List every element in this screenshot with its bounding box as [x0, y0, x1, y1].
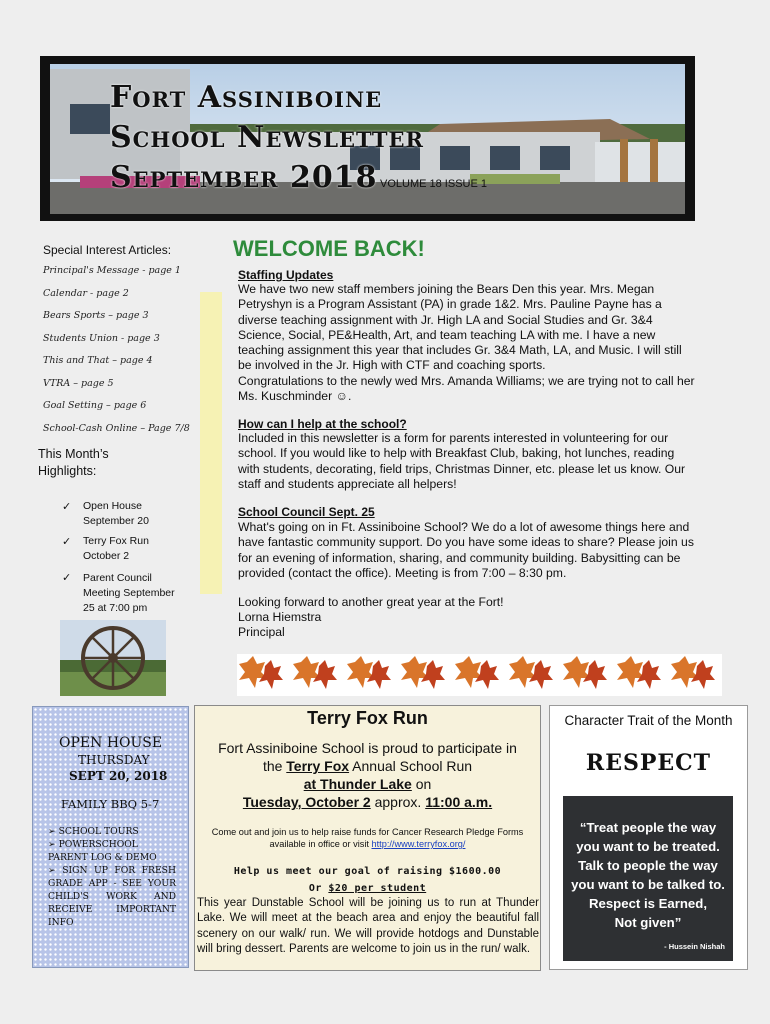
checkmark-icon: ✓: [62, 501, 72, 513]
autumn-leaves-border: [237, 654, 722, 696]
character-heading: Character Trait of the Month: [564, 713, 733, 728]
council-text: What's going on in Ft. Assiniboine School? We do a lot of awesome things here and have fantastic community support. Do you have some ideas to share? Please join us for an evening of information, sharing, and community building. Babysitting can be provided (contact the office). Meeting is from 7:00 – 8:30 pm.: [238, 520, 694, 580]
arrow-bullet-icon: ➢: [48, 839, 59, 850]
respect-quote-image: [563, 796, 733, 961]
council-heading: School Council Sept. 25: [238, 505, 375, 519]
quote-line: “Treat people the way: [579, 820, 717, 835]
principal-name: Lorna Hiemstra: [238, 610, 322, 624]
highlights-heading: This Month’s Highlights:: [38, 447, 109, 478]
list-item: ➢ SIGN UP FOR FRESH GRADE APP - SEE YOUR CHILD'S WORK AND RECEIVE IMPORTANT INFO: [48, 865, 176, 928]
help-heading: How can I help at the school?: [238, 417, 407, 431]
terry-fox-intro: Fort Assiniboine School is proud to participate in: [218, 740, 517, 756]
welcome-heading: WELCOME BACK!: [233, 236, 425, 261]
staffing-heading: Staffing Updates: [238, 268, 334, 282]
article-link[interactable]: School-Cash Online – Page 7/8: [43, 423, 190, 434]
open-house-bbq: FAMILY BBQ 5-7: [61, 797, 160, 811]
newsletter-title-line-3: September 2018: [110, 160, 378, 195]
article-link[interactable]: Students Union - page 3: [43, 333, 160, 344]
quote-line: you want to be treated.: [576, 839, 720, 854]
goal-line: Help us meet our goal of raising $1600.00: [233, 866, 502, 877]
open-house-box: [32, 706, 189, 968]
open-house-title: OPEN HOUSE: [59, 735, 163, 751]
goal-per-student: Or $20 per student: [308, 883, 427, 894]
list-item: ➢ SCHOOL TOURS: [48, 826, 139, 837]
highlight-item: Open House September 20: [83, 500, 149, 527]
open-house-list: [48, 825, 176, 929]
newsletter-title-line-2: School Newsletter: [110, 120, 424, 155]
terry-fox-location: at Thunder Lake on: [303, 776, 432, 792]
quote-line: Not given”: [614, 915, 682, 930]
congrats-text: Congratulations to the newly wed Mrs. Amanda Williams; we are trying not to call her Ms. Kuschminder ☺.: [238, 374, 695, 404]
decorative-bar: [200, 292, 222, 594]
article-link[interactable]: This and That – page 4: [43, 355, 153, 366]
quote-line: Respect is Earned,: [588, 896, 707, 911]
terry-fox-name: Terry Fox: [286, 758, 350, 774]
highlight-item: Parent Council Meeting September 25 at 7:00 pm: [83, 572, 175, 614]
quote-line: Talk to people the way: [578, 858, 718, 873]
run-details: This year Dunstable School will be joining us to run at Thunder Lake. We will meet at the beach area and enjoy the beautiful fall scenery on our walk/ run. We will provide hotdogs and Dunstable will bring dessert. Parents are welcome to join us in the run/ walk.: [197, 897, 539, 955]
terry-fox-box: [194, 705, 541, 971]
terry-fox-date: Tuesday, October 2 approx. 11:00 a.m.: [242, 794, 493, 810]
arrow-bullet-icon: ➢: [48, 865, 63, 876]
terry-fox-website-link[interactable]: http://www.terryfox.org/: [371, 839, 466, 849]
volume-issue: VOLUME 18 ISSUE 1: [380, 178, 487, 190]
closing-line: Looking forward to another great year at the Fort!: [238, 595, 504, 609]
checkmark-icon: ✓: [62, 536, 72, 548]
wagon-wheel-photo: [60, 620, 166, 696]
quote-author: - Hussein Nishah: [664, 942, 725, 951]
article-link[interactable]: Goal Setting – page 6: [43, 400, 147, 411]
article-link[interactable]: Principal's Message - page 1: [43, 265, 181, 276]
open-house-day: THURSDAY: [78, 753, 150, 767]
arrow-bullet-icon: ➢: [48, 826, 59, 837]
article-link[interactable]: Bears Sports – page 3: [43, 310, 149, 321]
highlight-item: Terry Fox Run October 2: [83, 535, 149, 562]
newsletter-title-line-1: Fort Assiniboine: [110, 80, 383, 115]
principal-title: Principal: [238, 625, 285, 639]
list-item: ➢ POWERSCHOOL PARENT LOG & DEMO: [48, 839, 157, 863]
trait-name: RESPECT: [585, 750, 712, 776]
terry-fox-title: Terry Fox Run: [307, 708, 428, 728]
help-text: Included in this newsletter is a form for parents interested in volunteering for our school. If you would like to help with Breakfast Club, baking, hot lunches, reading with students, decorating, field trips, Christmas Dinner, etc. please let us know. Our staff and students appreciate all helpers!: [238, 431, 686, 491]
fundraise-link-line: available in office or visit http://www.terryfox.org/: [269, 839, 466, 849]
fundraise-line: Come out and join us to help raise funds for Cancer Research Pledge Forms: [211, 827, 524, 837]
staffing-text: We have two new staff members joining the Bears Den this year. Mrs. Megan Petryshyn is a Program Assistant (PA) in grade 1&2. Mrs. Pauline Payne has a diverse teaching assignment with Jr. High LA and Social Studies and Gr. 3&4 Science, Social, PE&Health, Art, and team teaching LA with me. I have a new teaching assignment this year that includes Gr. 3&4 Math, LA, and Music. I will still be involved in the Jr. High with CTF and coaching sports.: [238, 282, 682, 373]
character-trait-box: [549, 705, 748, 970]
open-house-date: SEPT 20, 2018: [69, 769, 168, 783]
article-link[interactable]: VTRA – page 5: [43, 378, 114, 389]
article-link[interactable]: Calendar - page 2: [43, 288, 129, 299]
terry-fox-intro-2: the Terry Fox Annual School Run: [262, 758, 473, 774]
checkmark-icon: ✓: [62, 572, 72, 584]
quote-line: you want to be talked to.: [571, 877, 725, 892]
special-interest-heading: Special Interest Articles:: [43, 243, 172, 257]
